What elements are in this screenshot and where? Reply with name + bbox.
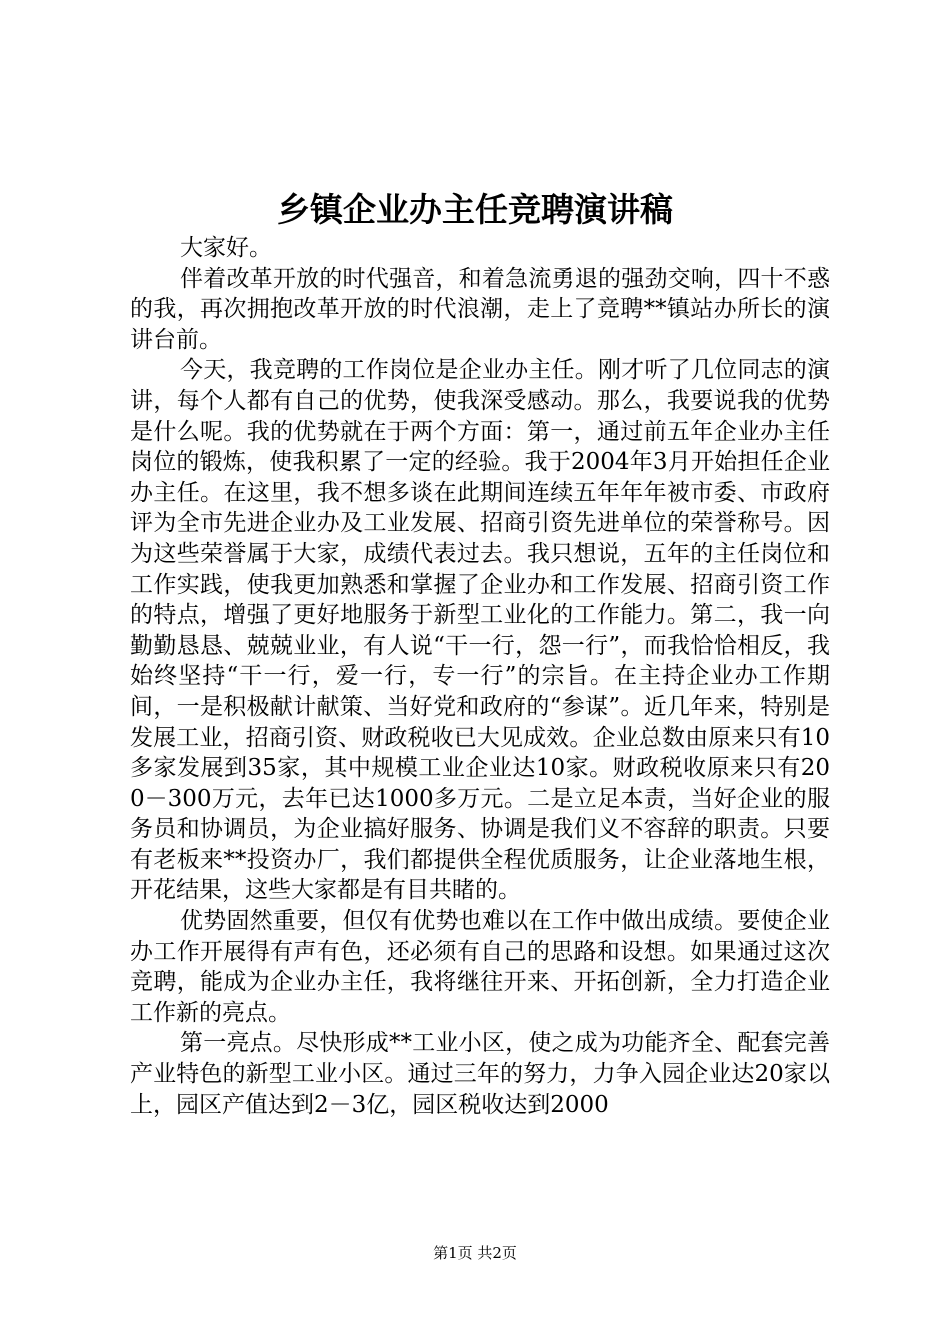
paragraph-intro: 伴着改革开放的时代强音，和着急流勇退的强劲交响，四十不惑的我，再次拥抱改革开放的时代浪潮，走上了竞聘**镇站办所长的演讲台前。 (130, 265, 830, 353)
paragraph-advantages: 今天，我竞聘的工作岗位是企业办主任。刚才听了几位同志的演讲，每个人都有自己的优势，使我深受感动。那么，我要说我的优势是什么呢。我的优势就在于两个方面：第一，通过前五年企业办主任岗位的锻炼，使我积累了一定的经验。我于2004年3月开始担任企业办主任。在这里，我不想多谈在此期间连续五年年年被市委、市政府评为全市先进企业办及工业发展、招商引资先进单位的荣誉称号。因为这些荣誉属于大家，成绩代表过去。我只想说，五年的主任岗位和工作实践，使我更加熟悉和掌握了企业办和工作发展、招商引资工作的特点，增强了更好地服务于新型工业化的工作能力。第二，我一向勤勤恳恳、兢兢业业，有人说“干一行，怨一行”，而我恰恰相反，我始终坚持“干一行，爱一行，专一行”的宗旨。在主持企业办工作期间，一是积极献计献策、当好党和政府的“参谋”。近几年来，特别是发展工业，招商引资、财政税收已大见成效。企业总数由原来只有10多家发展到35家，其中规模工业企业达10家。财政税收原来只有200－300万元，去年已达1000多万元。二是立足本责，当好企业的服务员和协调员，为企业搞好服务、协调是我们义不容辞的职责。只要有老板来**投资办厂，我们都提供全程优质服务，让企业落地生根，开花结果，这些大家都是有目共睹的。 (130, 357, 830, 904)
paragraph-ideas: 优势固然重要，但仅有优势也难以在工作中做出成绩。要使企业办工作开展得有声有色，还必须有自己的思路和设想。如果通过这次竞聘，能成为企业办主任，我将继往开来、开拓创新，全力打造企业工作新的亮点。 (130, 908, 830, 1026)
document-body (130, 233, 830, 1120)
paragraph-greeting: 大家好。 (180, 235, 272, 261)
paragraph-first-highlight: 第一亮点。尽快形成**工业小区，使之成为功能齐全、配套完善产业特色的新型工业小区。通过三年的努力，力争入园企业达20家以上，园区产值达到2－3亿，园区税收达到2000 (130, 1030, 830, 1118)
page-number-footer: 第1页 共2页 (433, 1244, 517, 1262)
document-title: 乡镇企业办主任竞聘演讲稿 (277, 190, 673, 229)
